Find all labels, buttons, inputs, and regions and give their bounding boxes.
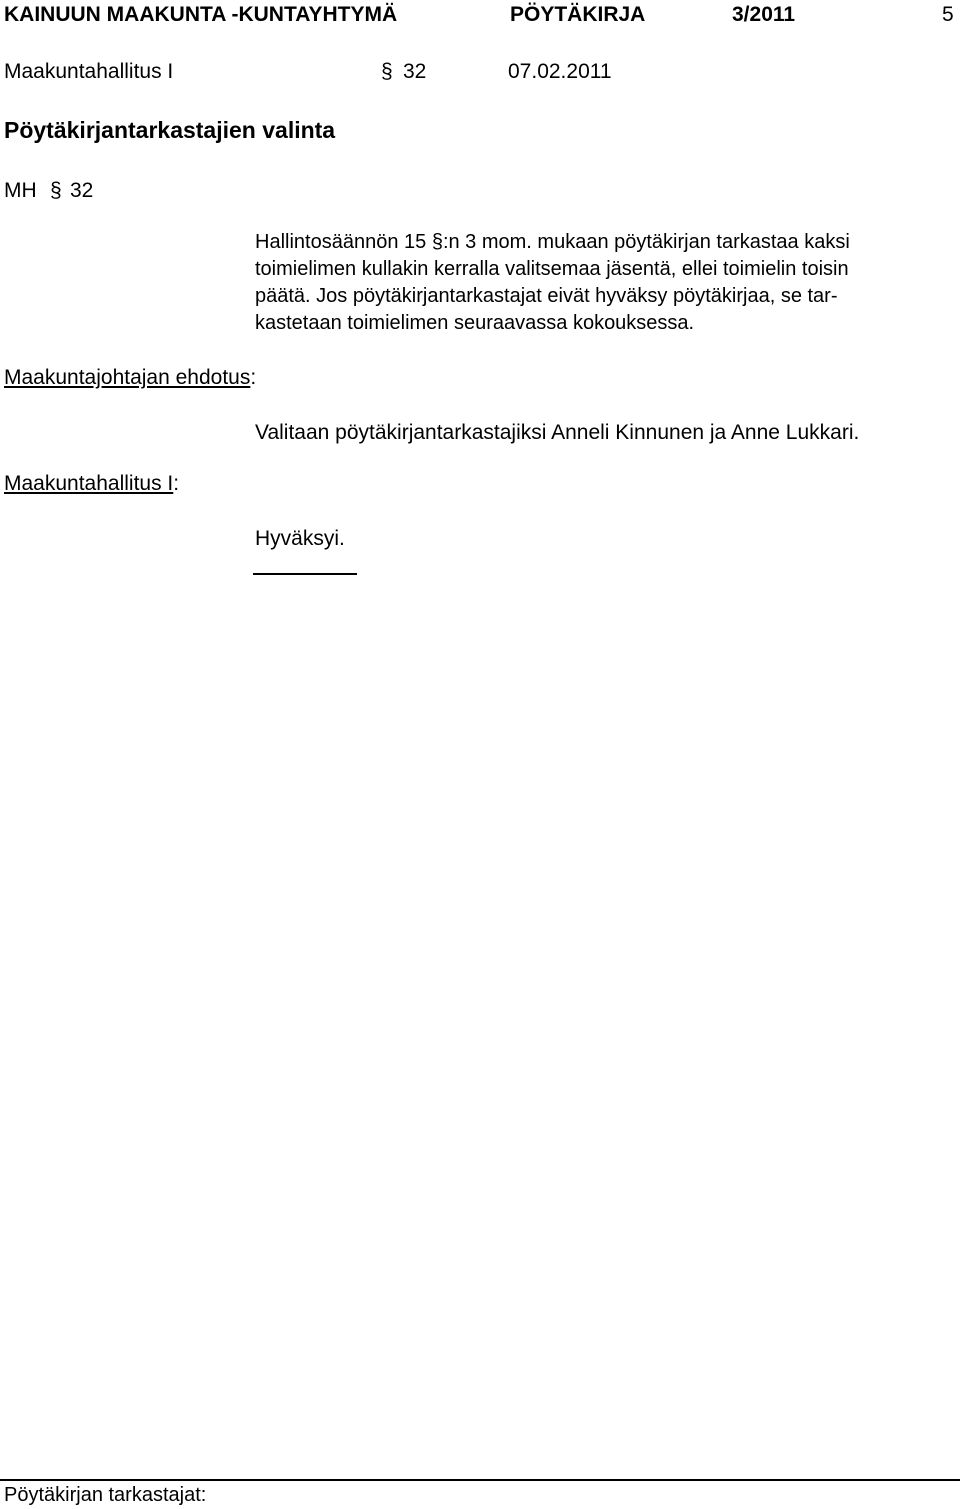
decision-label: Maakuntahallitus I: — [4, 472, 180, 495]
proposal-text: Valitaan pöytäkirjantarkastajiksi Anneli Kinnunen ja Anne Lukkari. — [255, 421, 860, 444]
section-sign-icon: § — [50, 179, 62, 202]
paragraph-line: toimielimen kullakin kerralla valitsemaa jäsentä, ellei toimielin toisin — [255, 258, 849, 280]
decision-text: Hyväksyi. — [255, 527, 345, 550]
page-number: 5 — [942, 3, 954, 26]
paragraph-line: päätä. Jos pöytäkirjantarkastajat eivät hyväksy pöytäkirjaa, se tar- — [255, 285, 838, 307]
organization-name: KAINUUN MAAKUNTA -KUNTAYHTYMÄ — [4, 3, 398, 26]
paragraph-line: kastetaan toimielimen seuraavassa kokouksessa. — [255, 312, 695, 334]
proposal-label: Maakuntajohtajan ehdotus: — [4, 366, 257, 389]
document-number: 3/2011 — [732, 3, 796, 26]
page-title: Pöytäkirjantarkastajien valinta — [4, 117, 336, 143]
decision-underline — [253, 573, 357, 575]
mh-label: MH — [4, 179, 37, 202]
footer-signatories-label: Pöytäkirjan tarkastajat: — [4, 1484, 207, 1506]
mh-section-number: 32 — [70, 179, 94, 202]
section-sign-icon: § — [381, 60, 393, 83]
paragraph-line: Hallintosäännön 15 §:n 3 mom. mukaan pöytäkirjan tarkastaa kaksi — [255, 231, 850, 253]
meeting-body: Maakuntahallitus I — [4, 60, 174, 83]
document-type: PÖYTÄKIRJA — [510, 3, 646, 26]
section-number: 32 — [403, 60, 427, 83]
rules-paragraph — [255, 229, 955, 337]
footer-rule — [0, 1479, 960, 1481]
meeting-date: 07.02.2011 — [508, 60, 612, 83]
section-sign-icon: § — [431, 231, 443, 253]
